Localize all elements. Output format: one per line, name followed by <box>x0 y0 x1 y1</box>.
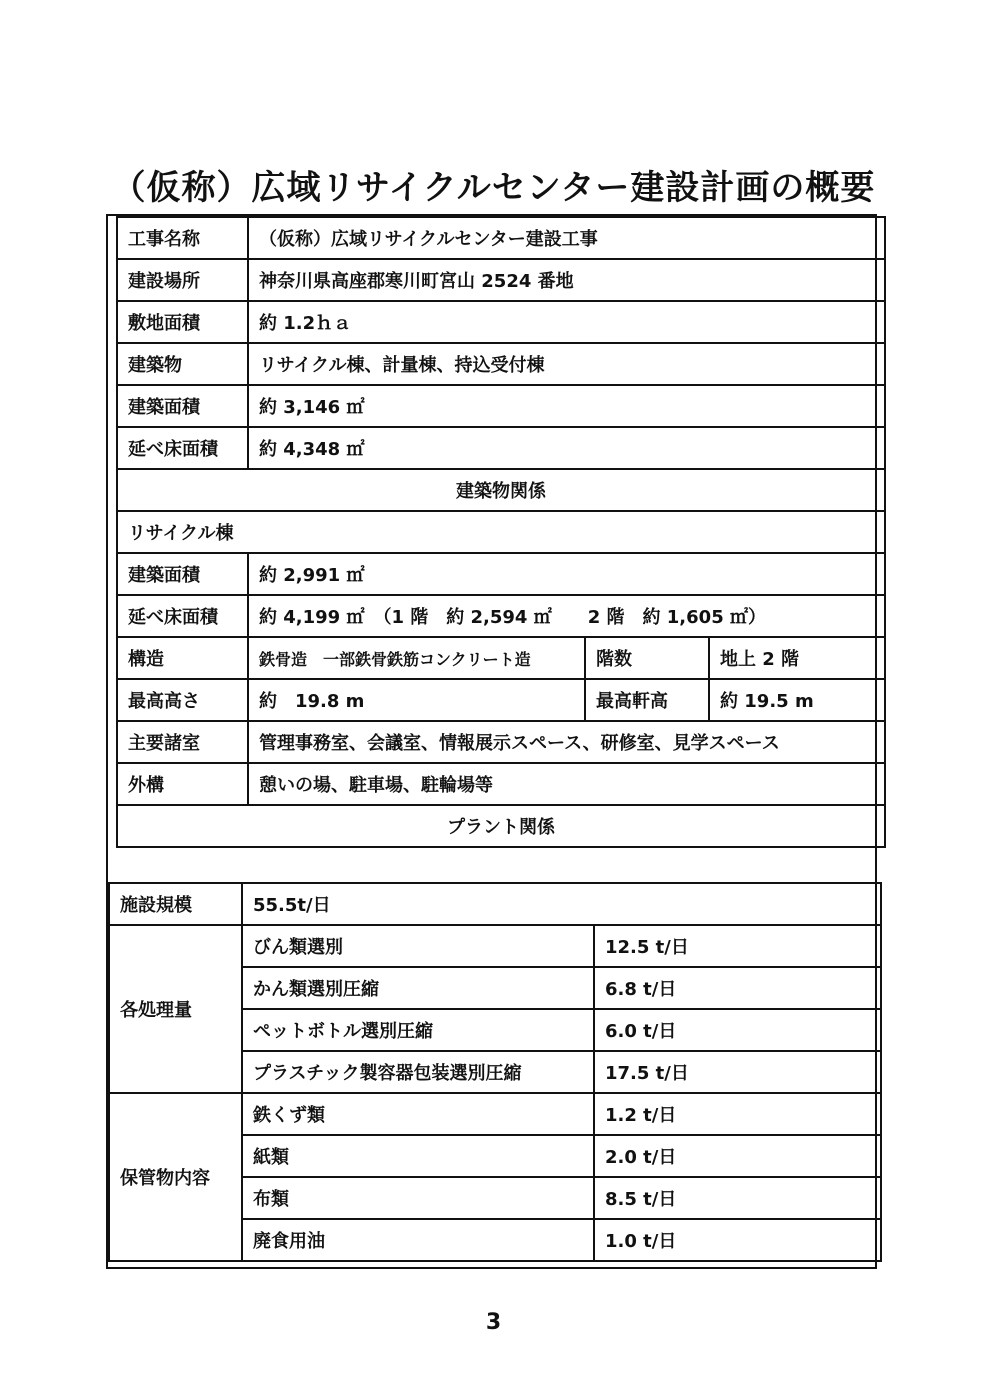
label-cell: 最高高さ <box>117 679 248 721</box>
section-subheading-row <box>117 511 885 553</box>
building-section-heading: 建築物関係 <box>117 469 885 511</box>
amount-cell: 1.2 t/日 <box>594 1093 881 1135</box>
value-cell: （仮称）広域リサイクルセンター建設工事 <box>248 217 885 259</box>
overview-table <box>116 216 886 848</box>
value-cell: 地上 2 階 <box>709 637 885 679</box>
value-cell: 約 3,146 ㎡ <box>248 385 885 427</box>
amount-cell: 2.0 t/日 <box>594 1135 881 1177</box>
label-cell: 建設場所 <box>117 259 248 301</box>
table-row <box>117 637 885 679</box>
label-cell: 主要諸室 <box>117 721 248 763</box>
amount-cell: 17.5 t/日 <box>594 1051 881 1093</box>
table-row <box>117 427 885 469</box>
value-cell: 約 4,348 ㎡ <box>248 427 885 469</box>
table-row <box>117 259 885 301</box>
table-row <box>117 721 885 763</box>
value-cell: 約 1.2ｈａ <box>248 301 885 343</box>
value-cell: 管理事務室、会議室、情報展示スペース、研修室、見学スペース <box>248 721 885 763</box>
label-cell: 最高軒高 <box>585 679 709 721</box>
label-cell: 保管物内容 <box>109 1093 242 1261</box>
table-row <box>117 385 885 427</box>
value-cell: 約 19.5 m <box>709 679 885 721</box>
label-cell: 建築面積 <box>117 385 248 427</box>
table-row <box>117 343 885 385</box>
value-cell: 鉄骨造 一部鉄骨鉄筋コンクリート造 <box>248 637 585 679</box>
document-title: （仮称）広域リサイクルセンター建設計画の概要 <box>111 168 876 208</box>
value-cell: 神奈川県高座郡寒川町宮山 2524 番地 <box>248 259 885 301</box>
value-cell: 憩いの場、駐車場、駐輪場等 <box>248 763 885 805</box>
label-cell: 延べ床面積 <box>117 427 248 469</box>
item-cell: ペットボトル選別圧縮 <box>242 1009 594 1051</box>
label-cell: 工事名称 <box>117 217 248 259</box>
table-row <box>117 595 885 637</box>
value-cell: 約 19.8 m <box>248 679 585 721</box>
amount-cell: 1.0 t/日 <box>594 1219 881 1261</box>
table-row <box>109 1093 881 1135</box>
label-cell: 外構 <box>117 763 248 805</box>
building-subheading: リサイクル棟 <box>117 511 885 553</box>
amount-cell: 6.8 t/日 <box>594 967 881 1009</box>
label-cell: 施設規模 <box>109 883 242 925</box>
amount-cell: 6.0 t/日 <box>594 1009 881 1051</box>
item-cell: プラスチック製容器包装選別圧縮 <box>242 1051 594 1093</box>
plant-table <box>108 882 882 1262</box>
table-row <box>109 925 881 967</box>
amount-cell: 8.5 t/日 <box>594 1177 881 1219</box>
item-cell: 布類 <box>242 1177 594 1219</box>
table-row <box>117 301 885 343</box>
plant-section-heading: プラント関係 <box>117 805 885 847</box>
table-row <box>117 217 885 259</box>
table-row <box>117 553 885 595</box>
table-row <box>117 763 885 805</box>
item-cell: びん類選別 <box>242 925 594 967</box>
item-cell: 鉄くず類 <box>242 1093 594 1135</box>
item-cell: かん類選別圧縮 <box>242 967 594 1009</box>
value-cell: リサイクル棟、計量棟、持込受付棟 <box>248 343 885 385</box>
page-number: 3 <box>485 1310 502 1335</box>
item-cell: 廃食用油 <box>242 1219 594 1261</box>
amount-cell: 12.5 t/日 <box>594 925 881 967</box>
section-heading-row <box>117 469 885 511</box>
label-cell: 建築物 <box>117 343 248 385</box>
table-row <box>117 679 885 721</box>
value-cell: 約 2,991 ㎡ <box>248 553 885 595</box>
label-cell: 敷地面積 <box>117 301 248 343</box>
label-cell: 構造 <box>117 637 248 679</box>
section-heading-row <box>117 805 885 847</box>
label-cell: 各処理量 <box>109 925 242 1093</box>
label-cell: 延べ床面積 <box>117 595 248 637</box>
label-cell: 建築面積 <box>117 553 248 595</box>
item-cell: 紙類 <box>242 1135 594 1177</box>
value-cell: 55.5t/日 <box>242 883 881 925</box>
label-cell: 階数 <box>585 637 709 679</box>
value-cell: 約 4,199 ㎡ （1 階 約 2,594 ㎡ 2 階 約 1,605 ㎡） <box>248 595 885 637</box>
table-row <box>109 883 881 925</box>
